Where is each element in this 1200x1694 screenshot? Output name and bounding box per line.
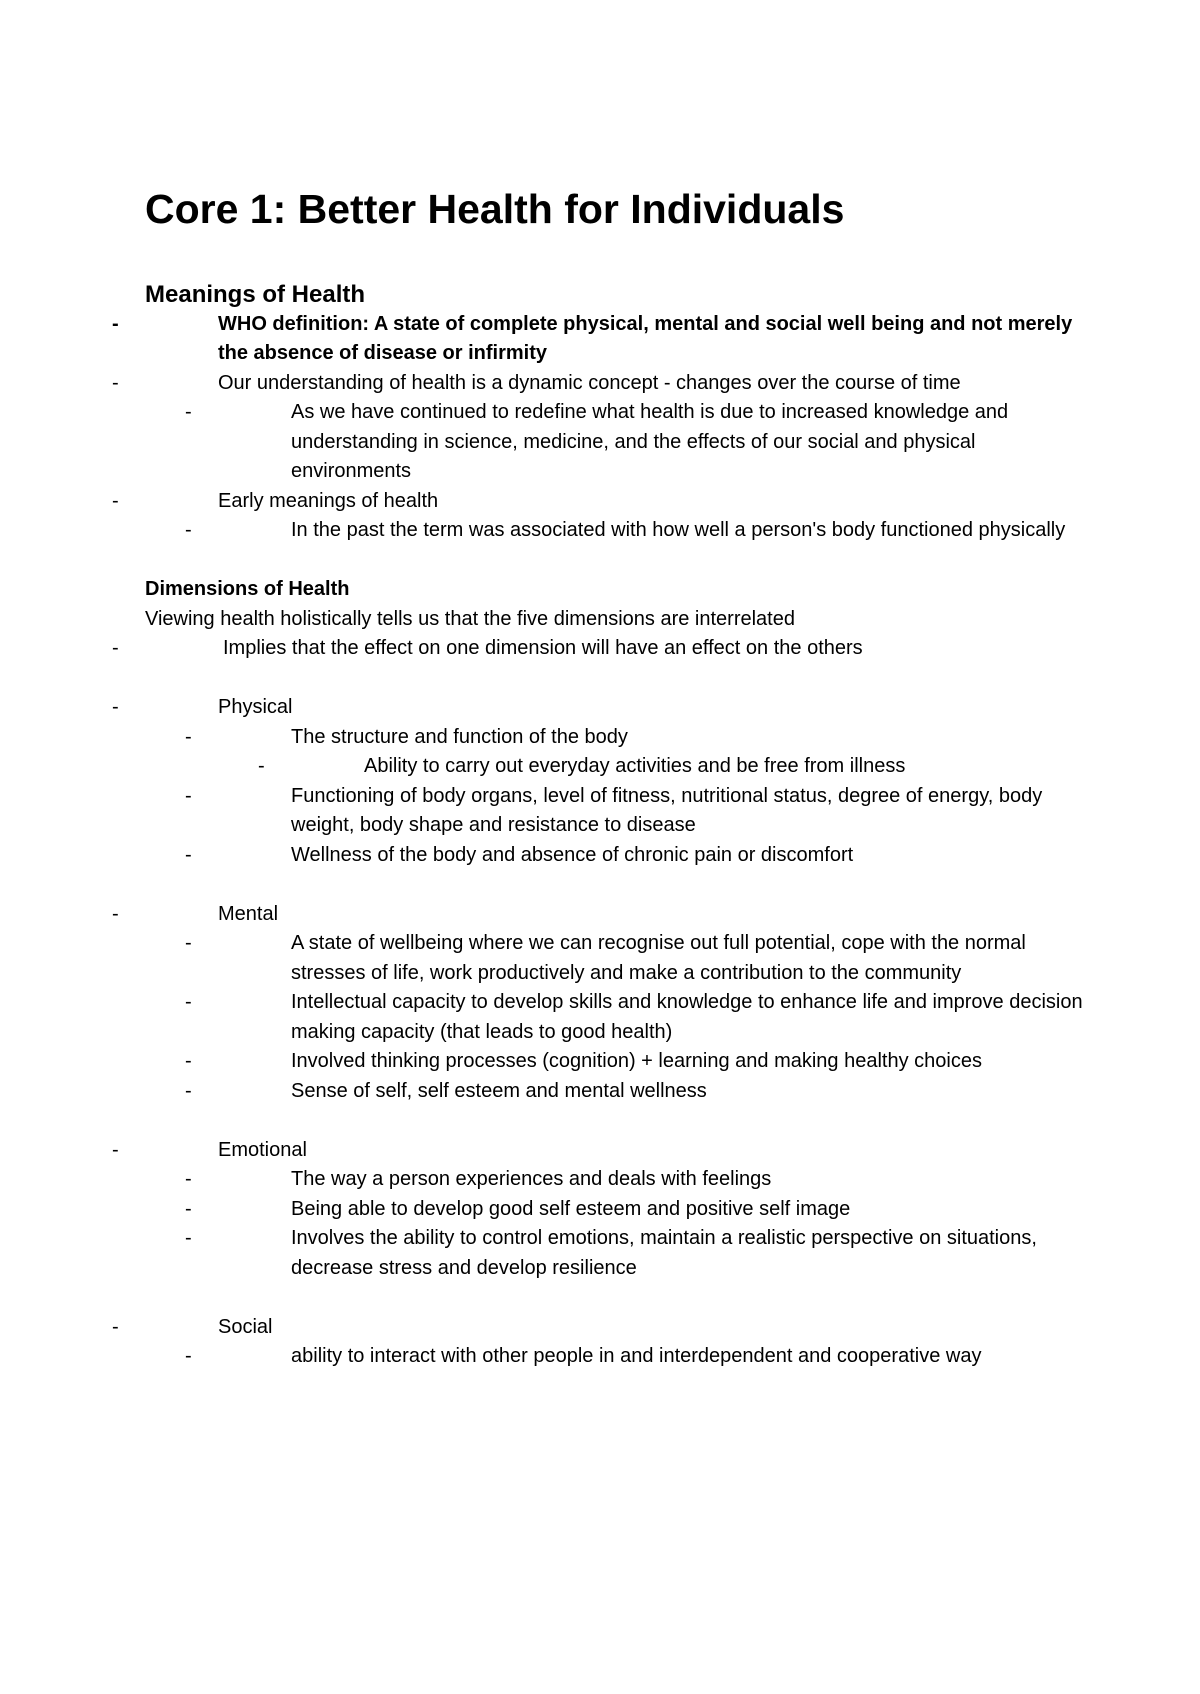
mental-item: Involved thinking processes (cognition) + learning and making healthy choices xyxy=(291,1050,982,1073)
dash-bullet: - xyxy=(112,902,119,925)
dash-bullet: - xyxy=(185,401,192,424)
sub-list xyxy=(185,929,1100,1106)
dash-bullet: - xyxy=(185,1345,192,1368)
dimensions-intro: Viewing health holistically tells us that the five dimensions are interrelated xyxy=(145,607,795,630)
dash-bullet: - xyxy=(112,696,119,719)
dash-bullet: - xyxy=(112,1315,119,1338)
spacer xyxy=(145,1106,1100,1136)
physical-item: Ability to carry out everyday activities and be free from illness xyxy=(364,755,906,778)
list-item xyxy=(185,782,1100,841)
document-title: Core 1: Better Health for Individuals xyxy=(145,186,845,232)
dynamic-sub: As we have continued to redefine what health is due to increased knowledge and understanding in science, medicine, and the effects of our social and physical environments xyxy=(291,401,1009,483)
physical-item: Functioning of body organs, level of fitness, nutritional status, degree of energy, body weight, body shape and resistance to disease xyxy=(291,784,1043,837)
dimensions-list xyxy=(112,634,1100,1372)
physical-item: Wellness of the body and absence of chronic pain or discomfort xyxy=(291,843,854,866)
list-item xyxy=(185,398,1100,487)
dash-bullet: - xyxy=(185,991,192,1014)
dash-bullet: - xyxy=(185,1050,192,1073)
list-item xyxy=(112,369,1100,487)
dash-bullet: - xyxy=(185,1227,192,1250)
spacer xyxy=(145,870,1100,900)
list-item xyxy=(185,1195,1100,1225)
list-item xyxy=(185,723,1100,782)
physical-label: Physical xyxy=(218,696,293,719)
list-item xyxy=(112,487,1100,546)
social-label: Social xyxy=(218,1315,273,1338)
mental-item: Sense of self, self esteem and mental wellness xyxy=(291,1079,707,1102)
list-item xyxy=(185,1077,1100,1107)
emotional-label: Emotional xyxy=(218,1138,307,1161)
emotional-item: The way a person experiences and deals with feelings xyxy=(291,1168,772,1191)
dash-bullet: - xyxy=(185,932,192,955)
dash-bullet: - xyxy=(112,637,119,660)
list-item-social xyxy=(112,1313,1100,1372)
dash-bullet: - xyxy=(112,312,119,335)
list-item xyxy=(185,841,1100,871)
list-item xyxy=(185,988,1100,1047)
dynamic-concept: Our understanding of health is a dynamic concept - changes over the course of time xyxy=(218,371,961,394)
list-item-physical xyxy=(112,693,1100,870)
meanings-heading: Meanings of Health xyxy=(145,281,366,309)
dash-bullet: - xyxy=(185,519,192,542)
sub-sub-list xyxy=(258,752,1100,782)
sub-list xyxy=(185,723,1100,871)
list-item xyxy=(185,1224,1100,1283)
list-item xyxy=(258,752,1100,782)
list-item xyxy=(112,634,1100,664)
dash-bullet: - xyxy=(185,725,192,748)
list-item xyxy=(112,310,1100,369)
list-item xyxy=(185,929,1100,988)
sub-list xyxy=(185,516,1100,546)
mental-item: A state of wellbeing where we can recognise out full potential, cope with the normal stresses of life, work productively and make a contribution to the community xyxy=(291,932,1026,984)
sub-list xyxy=(185,398,1100,487)
list-item xyxy=(185,1165,1100,1195)
social-item: ability to interact with other people in and interdependent and cooperative way xyxy=(291,1345,982,1368)
who-definition: WHO definition: A state of complete physical, mental and social well being and not merely the absence of disease or infirmity xyxy=(218,312,1073,365)
sub-list xyxy=(185,1342,1100,1372)
physical-item: The structure and function of the body xyxy=(291,725,628,748)
dash-bullet: - xyxy=(112,1138,119,1161)
dash-bullet: - xyxy=(112,371,119,394)
mental-item: Intellectual capacity to develop skills and knowledge to enhance life and improve decision making capacity (that leads to good health) xyxy=(291,991,1083,1043)
early-sub: In the past the term was associated with how well a person's body functioned physically xyxy=(291,519,1066,542)
list-item xyxy=(185,516,1100,546)
spacer xyxy=(145,664,1100,694)
dash-bullet: - xyxy=(112,489,119,512)
emotional-item: Being able to develop good self esteem and positive self image xyxy=(291,1197,851,1220)
emotional-item: Involves the ability to control emotions, maintain a realistic perspective on situations, decrease stress and develop resilience xyxy=(291,1227,1037,1279)
spacer xyxy=(145,546,1100,576)
implies-text: Implies that the effect on one dimension will have an effect on the others xyxy=(223,637,863,660)
dash-bullet: - xyxy=(185,1168,192,1191)
meanings-list xyxy=(112,310,1100,546)
spacer xyxy=(145,1283,1100,1313)
dash-bullet: - xyxy=(258,755,265,778)
early-meanings: Early meanings of health xyxy=(218,489,439,512)
mental-label: Mental xyxy=(218,902,279,925)
list-item xyxy=(185,1047,1100,1077)
dash-bullet: - xyxy=(185,1197,192,1220)
list-item xyxy=(185,1342,1100,1372)
list-item-mental xyxy=(112,900,1100,1107)
sub-list xyxy=(185,1165,1100,1283)
dimensions-heading: Dimensions of Health xyxy=(145,578,350,601)
dash-bullet: - xyxy=(185,843,192,866)
dash-bullet: - xyxy=(185,1079,192,1102)
dash-bullet: - xyxy=(185,784,192,807)
list-item-emotional xyxy=(112,1136,1100,1284)
